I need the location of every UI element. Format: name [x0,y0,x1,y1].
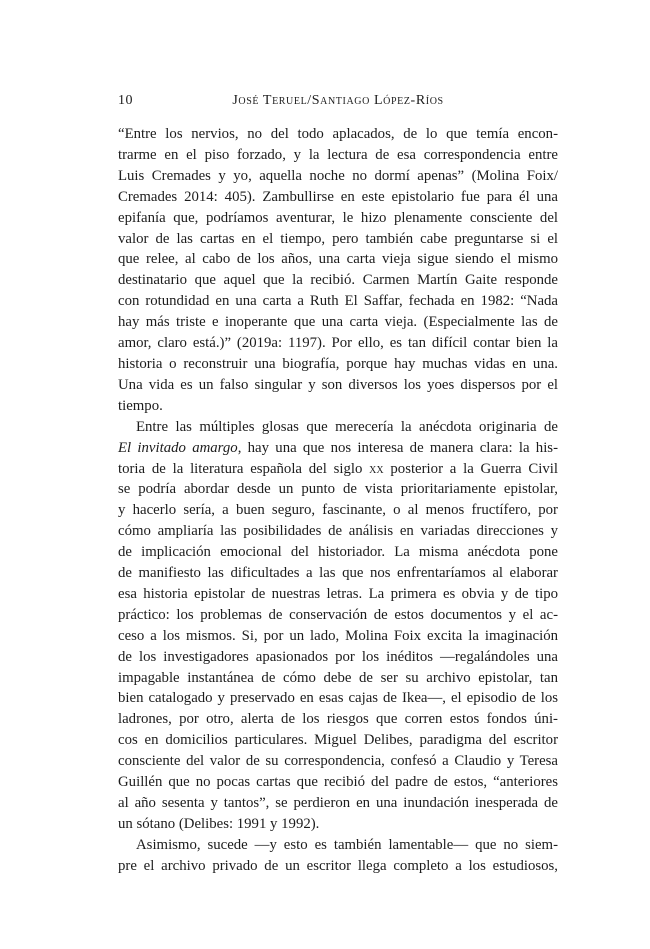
text-line: Una vida es un falso singular y son diversos los yoes dispersos por el [118,376,558,393]
text-line: al año sesenta y tantos”, se perdieron en una inundación inesperada de [118,795,558,811]
paragraph [118,124,558,417]
text-line: tiempo. [118,397,163,414]
text-line: Asimismo, sucede —y esto es también lamentable— que no siem- [136,836,558,853]
text-line: Cremades 2014: 405). Zambullirse en este epistolario fue para él una [118,188,558,205]
running-header [118,91,558,111]
text-line: pre el archivo privado de un escritor llega completo a los estudiosos, [118,857,558,874]
text-line: se podría abordar desde un punto de vista prioritariamente epistolar, [118,481,558,498]
text-line: de manifiesto las dificultades a las que nos enfrentaríamos al elaborar [118,565,558,582]
text-line: práctico: los problemas de conservación de estos documentos y el ac- [118,606,558,623]
italic-text-run: El invitado amargo [118,439,238,456]
running-head-authors: José Teruel/Santiago López-Ríos [232,93,444,108]
smallcaps-text-run: xx [369,460,384,477]
text-line: de implicación emocional del historiador. La misma anécdota pone [118,544,558,561]
text-line: ladrones, por otro, alerta de los riesgos que corren estos fondos úni- [118,711,558,728]
text-line: amor, claro está.)” (2019a: 1197). Por ello, es tan difícil contar bien la [118,335,558,352]
text-line: epifanía que, podríamos aventurar, le hizo plenamente consciente del [118,209,558,226]
text-line: destinatario que aquel que la recibió. Carmen Martín Gaite responde [118,272,558,289]
text-line: hay más triste e inoperante que una carta vieja. (Especialmente las de [118,314,558,331]
text-line: impagable instantánea de cómo debe de ser su archivo epistolar, tan [118,669,558,686]
text-line: trarme en el piso forzado, y la lectura de esa correspondencia entre [118,146,558,163]
text-line [118,438,558,459]
text-line [118,459,558,480]
body-text [118,124,558,877]
text-run: toria de la literatura española del siglo [118,460,370,477]
page-number: 10 [118,93,133,108]
text-line: Entre las múltiples glosas que merecería la anécdota originaria de [136,418,558,435]
paragraph [118,417,558,835]
text-line: Guillén que no pocas cartas que recibió del padre de estos, “anteriores [118,774,558,791]
text-line: con rotundidad en una carta a Ruth El Saffar, fechada en 1982: “Nada [118,293,558,310]
text-line: y hacerlo sería, a buen seguro, fascinante, o al menos fructífero, por [118,502,558,519]
text-line: que relee, al cabo de los años, una carta vieja sigue siendo el mismo [118,251,558,268]
text-line: cos en domicilios particulares. Miguel Delibes, paradigma del escritor [118,732,558,749]
text-run: posterior a la Guerra Civil [383,460,558,477]
text-line: bien catalogado y preservado en esas cajas de Ikea—, el episodio de los [118,690,558,707]
text-line: esa historia epistolar de nuestras letras. La primera es obvia y de tipo [118,585,558,602]
text-line: de los investigadores apasionados por los inéditos —regalándoles una [118,648,558,665]
paragraph [118,835,558,877]
text-line: consciente del valor de su correspondencia, confesó a Claudio y Teresa [118,753,558,770]
text-line: cómo ampliaría las posibilidades de análisis en variadas direcciones y [118,523,558,540]
text-line: historia o reconstruir una biografía, porque hay muchas vidas en una. [118,355,558,372]
text-line: Luis Cremades y yo, aquella noche no dormí apenas” (Molina Foix/ [118,167,558,184]
text-line: “Entre los nervios, no del todo aplacados, de lo que temía encon- [118,126,558,142]
text-run: , hay una que nos interesa de manera clara: la his- [237,439,558,456]
text-line: un sótano (Delibes: 1991 y 1992). [118,815,320,832]
text-line: valor de las cartas en el tiempo, pero también cabe preguntarse si el [118,230,558,247]
text-line: ceso a los mismos. Si, por un lado, Molina Foix excita la imaginación [118,627,558,644]
